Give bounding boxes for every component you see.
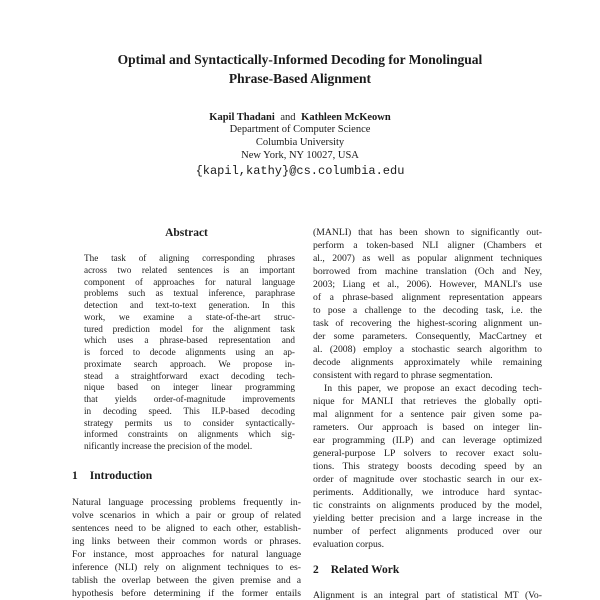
text-line: of a phrase-based alignment representation appears (313, 292, 542, 303)
affiliation-block (0, 124, 600, 162)
text-line: evaluation corpus. (313, 539, 385, 550)
text-line: nique based on integer linear programming (84, 382, 295, 393)
text-line: stead a straightforward exact decoding tech- (84, 370, 295, 381)
introduction-text (72, 496, 301, 600)
text-line: mal alignment for a sentence pair given some pa- (313, 409, 542, 420)
paper-title (0, 50, 600, 88)
right-paragraph-1 (313, 226, 542, 382)
text-line: ing links between their common words or phrases. (72, 535, 301, 547)
two-column-body (72, 226, 542, 600)
affiliation-line: New York, NY 10027, USA (241, 149, 359, 161)
text-line: consistent with regard to phrase segmentation. (313, 370, 493, 381)
text-line: perform a token-based NLI aligner (Chambers et (313, 240, 542, 251)
text-line: informed constraints on alignments which sig- (84, 429, 295, 440)
text-line: al. (2008) employ a stochastic search algorithm to (313, 344, 542, 355)
text-line: work, we examine a state-of-the-art struc- (84, 311, 295, 322)
text-line: nique for MANLI that retrieves the globally opti- (313, 396, 542, 407)
text-line: Natural language processing problems frequently in- (72, 496, 301, 508)
section-heading-related-work (313, 563, 542, 577)
text-line: hypothesis before determining if the former entails (72, 587, 301, 599)
authors-line (0, 111, 600, 124)
text-line: is forced to decode alignments using an ap- (84, 347, 295, 357)
section-title: Related Work (330, 564, 400, 576)
text-line: across two related sentences is an important (84, 264, 295, 275)
author-conjunction: and (280, 112, 296, 123)
section-number: 1 (72, 469, 78, 482)
section-heading-introduction (72, 469, 301, 483)
right-column (313, 226, 542, 600)
paper-title-line: Phrase-Based Alignment (228, 71, 372, 86)
section-title: Introduction (89, 469, 153, 482)
author-name: Kathleen McKeown (301, 112, 391, 123)
text-line: component of approaches for natural language (84, 276, 295, 287)
text-line: in decoding speed. This ILP-based decoding (84, 405, 295, 416)
affiliation-line: Columbia University (255, 136, 345, 148)
author-name: Kapil Thadani (209, 112, 275, 123)
text-line: borrowed from machine translation (Och and Ney, (313, 266, 542, 277)
text-line: volve scenarios in which a pair or group of related (72, 509, 301, 521)
text-line: number of perfect alignments produced over our (313, 526, 542, 537)
text-line: to pose a challenge to the decoding task, i.e. the (313, 305, 542, 316)
text-line: tic constraints on alignments produced by the model, (313, 500, 542, 511)
abstract-heading: Abstract (165, 227, 208, 239)
text-line: yielding better precision and a large increase in the (313, 513, 542, 524)
text-line: proximate search approach. We propose in- (84, 358, 295, 369)
text-line: detection and text-to-text generation. In this (84, 300, 295, 310)
affiliation-line: Department of Computer Science (229, 124, 371, 135)
text-line: nificantly increase the precision of the model. (84, 441, 253, 451)
text-line: task of recovering the highest-scoring alignment un- (313, 318, 542, 329)
text-line: tablish the overlap between the given premise and a (72, 574, 301, 586)
text-line: problems such as textual inference, paraphrase (84, 288, 295, 299)
section-number: 2 (313, 564, 319, 576)
paper-title-line: Optimal and Syntactically-Informed Decoding for Monolingual (117, 52, 483, 67)
text-line: strategy permits us to consider syntactically- (84, 417, 295, 428)
text-line: which uses a phrase-based representation and (84, 335, 295, 346)
text-line: Alignment is an integral part of statistical MT (Vo- (313, 590, 542, 600)
text-line: periments. Additionally, we introduce hard syntac- (313, 487, 542, 498)
text-line: (MANLI) that has been shown to significantly out- (313, 227, 542, 238)
text-line: ear programming (ILP) and can leverage optimized (313, 435, 542, 446)
text-line: 2003; Liang et al., 2006). However, MANLI's use (313, 279, 542, 290)
text-line: general-purpose LP solvers to recover exact solu- (313, 448, 542, 459)
text-line: For instance, most approaches for natural language (72, 548, 301, 560)
text-line: tions. This strategy boosts decoding speed by an (313, 461, 542, 472)
email-address: {kapil,kathy}@cs.columbia.edu (195, 164, 405, 178)
text-line: sentences need to be aligned to each other, establish- (72, 522, 301, 534)
text-line: rameters. Our approach is based on integer lin- (313, 422, 542, 433)
text-line: der some parameters. Consequently, MacCartney et (313, 331, 542, 342)
text-line: that yields order-of-magnitude improvements (84, 394, 295, 404)
right-paragraph-2 (313, 382, 542, 551)
text-line: In this paper, we propose an exact decoding tech- (324, 383, 542, 394)
left-column (72, 226, 301, 600)
text-line: order of magnitude over stochastic search in our ex- (313, 474, 542, 485)
text-line: The task of aligning corresponding phrases (84, 253, 295, 263)
related-work-text (313, 589, 542, 600)
abstract-text (84, 253, 295, 453)
text-line: inference (NLI) rely on alignment techniques to es- (72, 561, 301, 573)
text-line: decode alignments approximately while remaining (313, 357, 542, 368)
text-line: al., 2007) as well as popular alignment techniques (313, 253, 542, 264)
text-line: tured prediction model for the alignment task (84, 323, 295, 334)
